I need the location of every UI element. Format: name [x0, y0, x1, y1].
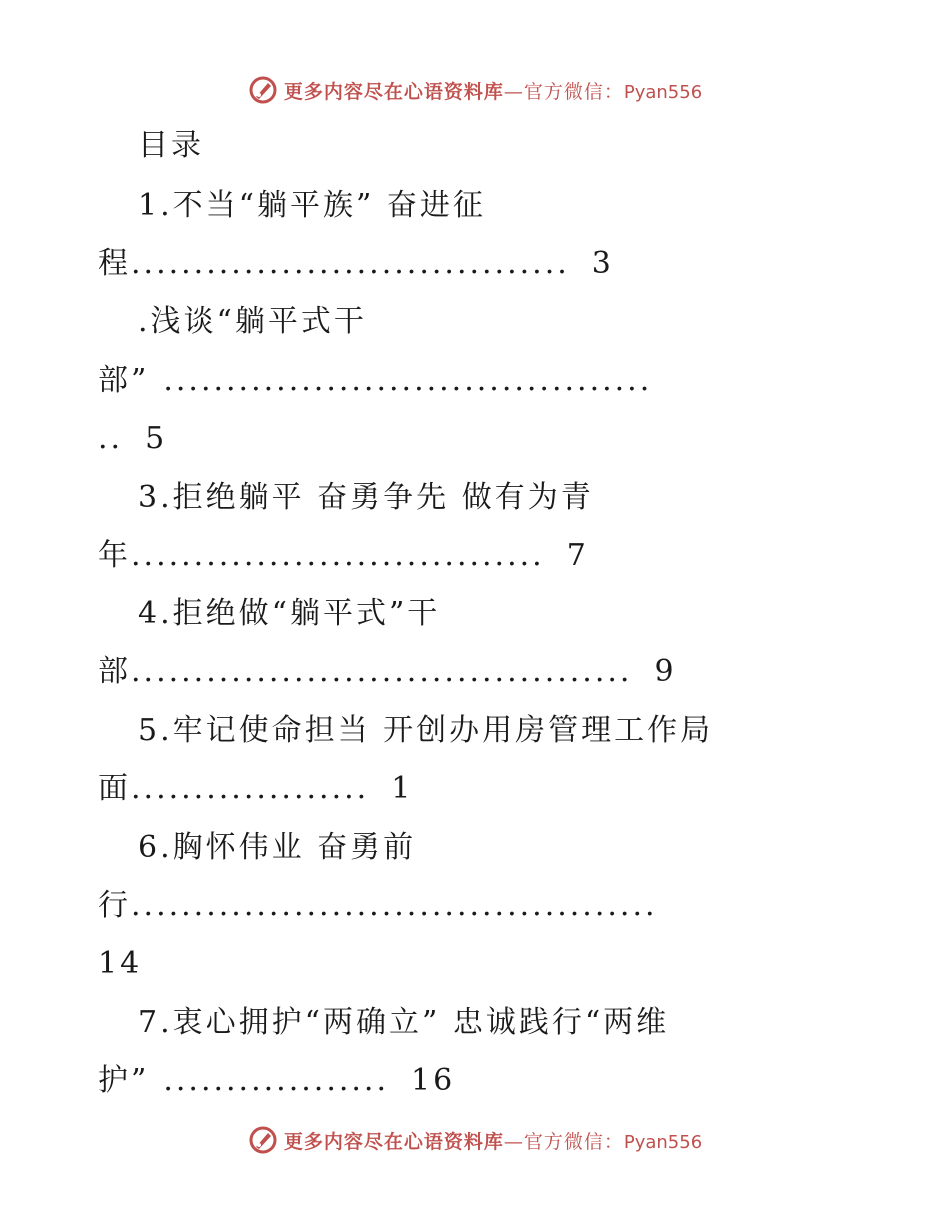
toc-entry-leader-line	[98, 886, 658, 926]
toc-entry-leaders: ..	[98, 421, 124, 456]
toc-entry-leaders: ..................	[163, 1063, 389, 1098]
pen-logo-icon	[248, 1125, 278, 1155]
toc-entry-page: 14	[98, 946, 143, 981]
toc-entry-leader-line	[98, 361, 652, 401]
toc-entry-title: .浅谈“躺平式干	[138, 304, 367, 339]
toc-entry-page: 5	[145, 421, 168, 456]
toc-entry-title: 3.拒绝躺平 奋勇争先 做有为青	[138, 480, 594, 515]
toc-entry-leader-line	[98, 419, 167, 459]
toc-entry-leader-line	[98, 536, 589, 576]
watermark-text: 更多内容尽在心语资料库—官方微信：Pyan556	[283, 80, 703, 103]
toc-entry-leaders: ........................................	[131, 654, 633, 689]
toc-entry-leaders: ..........................................	[131, 888, 658, 923]
toc-entry-leader-line	[98, 652, 677, 692]
toc-entry-tail: 部	[98, 654, 131, 689]
toc-entry-tail: 面	[98, 771, 131, 806]
toc-entry-leaders: ...................................	[131, 246, 570, 281]
toc-entry-page: 7	[566, 538, 589, 573]
toc-entry-leader-line	[98, 1061, 455, 1101]
toc-entry-tail: 程	[98, 246, 131, 281]
toc-entry-page: 16	[411, 1063, 456, 1098]
toc-entry-title: 4.拒绝做“躺平式”干	[138, 596, 441, 631]
toc-entry-page: 1	[391, 771, 414, 806]
toc-entry-leaders: ...................	[131, 771, 370, 806]
toc-entry-tail: 行	[98, 888, 131, 923]
footer-watermark	[0, 1120, 950, 1160]
toc-entry-tail: 护”	[98, 1063, 150, 1098]
toc-entry-leader-line	[98, 769, 413, 809]
toc-entry-tail: 部”	[98, 363, 150, 398]
toc-entry-title: 1.不当“躺平族” 奋进征	[138, 188, 486, 223]
toc-title: 目录	[138, 128, 204, 163]
toc-entry-title: 6.胸怀伟业 奋勇前	[138, 830, 417, 865]
watermark-text: 更多内容尽在心语资料库—官方微信：Pyan556	[283, 1130, 703, 1153]
toc-entry-leaders: .................................	[131, 538, 545, 573]
toc-entry-page: 9	[654, 654, 677, 689]
toc-entry-page: 3	[591, 246, 614, 281]
toc-entry-tail: 年	[98, 538, 131, 573]
toc-entry-title: 7.衷心拥护“两确立” 忠诚践行“两维	[138, 1005, 670, 1040]
toc-entry-leader-line	[98, 244, 614, 284]
toc-entry-leaders: .......................................	[163, 363, 653, 398]
header-watermark	[0, 70, 950, 110]
toc-entry-title: 5.牢记使命担当 开创办用房管理工作局	[138, 713, 714, 748]
pen-logo-icon	[248, 75, 278, 105]
